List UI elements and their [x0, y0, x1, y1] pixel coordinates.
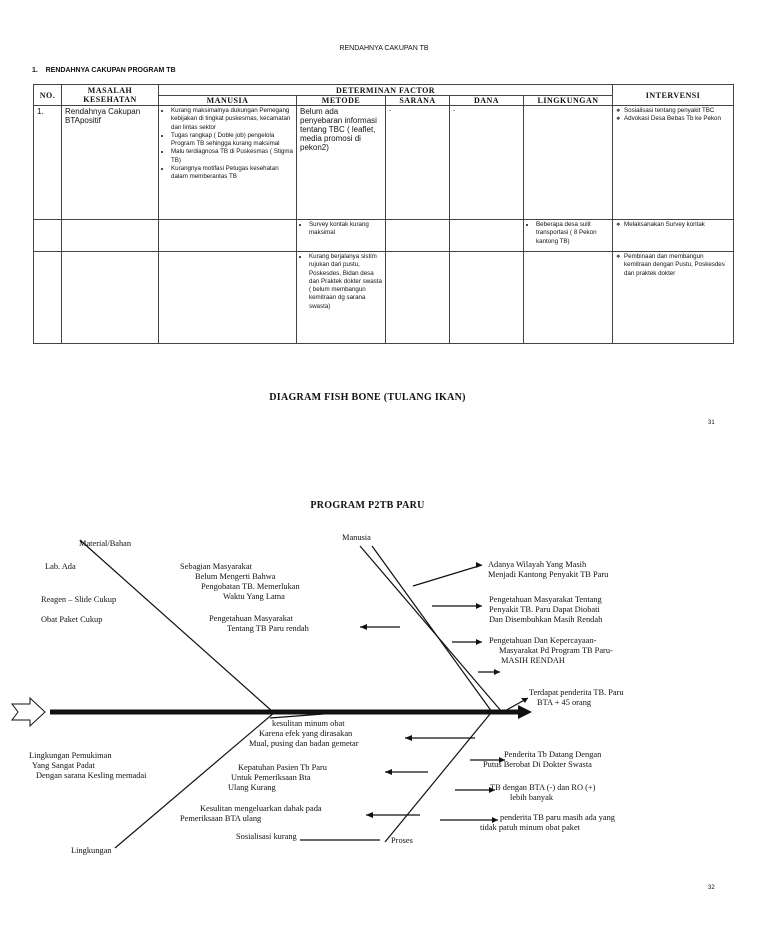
lingkungan-cause: Lingkungan Pemukiman Yang Sangat Padat Dengan sarana Kesling memadai — [29, 751, 147, 780]
material-item: Reagen – Slide Cukup — [41, 595, 117, 604]
sarana-cell: - — [386, 106, 450, 220]
list-item: • Tugas rangkap ( Doble job) pengelola Program TB sehingga kurang maksimal — [171, 132, 293, 149]
masalah-cell: Rendahnya Cakupan BTApositif — [62, 106, 159, 220]
list-item: • Survey kontak kurang maksimal — [309, 221, 382, 238]
proses-bone — [385, 714, 490, 842]
manusia-cause: Pengetahuan Dan Kepercayaan- Masyarakat Pd Program TB Paru- MASIH RENDAH — [489, 636, 613, 665]
proses-cause: Sosialisasi kurang — [236, 832, 297, 841]
list-item: • Kurang maksimalnya dukungan Pemegang kebijakan di tingkat puskesmas, kecamatan dan lintas sektor — [171, 107, 293, 132]
fishbone-heading: DIAGRAM FISH BONE (TULANG IKAN) — [269, 392, 466, 403]
proses-cause: kesulitan minum obat Karena efek yang dirasakan Mual, pusing dan badan gemetar — [249, 719, 359, 748]
proses-cause: Penderita Tb Datang Dengan Putus Berobat Di Dokter Swasta — [483, 750, 602, 769]
list-item: ❖ Sosialisasi tentang penyakit TBC — [624, 107, 730, 115]
document-title: RENDAHNYA CAKUPAN TB — [339, 45, 429, 52]
list-item: ❖ Pembinaan dan membangun kemitraan dengan Pustu, Poskesdes dan praktek dokter — [624, 253, 730, 278]
list-item: • Kurang berjalanya sistim rujukan dari pustu, Poskesdes, Bidan desa dan Praktek dokter swasta ( belum membangun kemitraan dg sarana swasta) — [309, 253, 382, 311]
header-masalah: MASALAH KESEHATAN — [62, 85, 159, 106]
material-item: Obat Paket Cukup — [41, 615, 103, 624]
page-number: 32 — [708, 885, 715, 891]
manusia-cause: Adanya Wilayah Yang Masih Menjadi Kantong Penyakit TB Paru — [488, 560, 609, 579]
header-lingkungan: LINGKUNGAN — [524, 96, 613, 106]
effect-label: Terdapat penderita TB. Paru BTA + 45 orang — [529, 688, 624, 707]
list-item: ❖ Melaksanakan Survey kontak — [624, 221, 730, 229]
header-determinan: DETERMINAN FACTOR — [159, 85, 613, 96]
manusia-cause: Sebagian Masyarakat Belum Mengerti Bahwa Pengobatan TB. Memerlukan Waktu Yang Lama — [180, 562, 300, 601]
header-dana: DANA — [450, 96, 524, 106]
list-item: • Beberapa desa sulit transportasi ( 8 Pekon kantong TB) — [536, 221, 609, 246]
tail-arrow-icon — [12, 698, 45, 726]
manusia-cause: Pengetahuan Masyarakat Tentang TB Paru rendah — [209, 614, 309, 633]
program-title: PROGRAM P2TB PARU — [310, 500, 425, 511]
lingkungan-label: Lingkungan — [71, 846, 112, 855]
proses-label: Proses — [391, 836, 413, 845]
proses-cause: TB dengan BTA (-) dan RO (+) lebih banyak — [490, 783, 596, 802]
header-intervensi: INTERVENSI — [613, 85, 734, 106]
manusia-bone — [360, 546, 502, 712]
material-item: Lab. Ada — [45, 562, 76, 571]
proses-cause: penderita TB paru masih ada yang tidak patuh minum obat paket — [480, 813, 615, 832]
metode-cell: Belum ada penyebaran informasi tentang TBC ( leaflet, media promosi di pekon2) — [297, 106, 386, 220]
section-title: 1. RENDAHNYA CAKUPAN PROGRAM TB — [32, 67, 176, 74]
page-number: 31 — [708, 420, 715, 426]
list-item: • Malu terdiagnosa TB di Puskesmas ( Stigma TB) — [171, 148, 293, 165]
list-item: ❖ Advokasi Desa Bebas Tb ke Pekon — [624, 115, 730, 123]
header-sarana: SARANA — [386, 96, 450, 106]
header-manusia: MANUSIA — [159, 96, 297, 106]
material-label: Material/Bahan — [79, 539, 132, 548]
manusia-bone-inner — [372, 546, 492, 712]
manusia-label: Manusia — [342, 533, 371, 542]
row-number: 1. — [34, 106, 62, 220]
header-no: NO. — [34, 85, 62, 106]
header-metode: METODE — [297, 96, 386, 106]
manusia-cause: Pengetahuan Masyarakat Tentang Penyakit TB. Paru Dapat Diobati Dan Disembuhkan Masih Rendah — [489, 595, 603, 624]
list-item: • Kurangnya motifasi Petugas kesehatan dalam memberantas TB — [171, 165, 293, 182]
proses-cause: Kepatuhan Pasien Tb Paru Untuk Pemeriksaan Bta Ulang Kurang — [228, 763, 327, 792]
dana-cell: - — [450, 106, 524, 220]
proses-cause: Kesulitan mengeluarkan dahak pada Pemeriksaan BTA ulang — [180, 804, 322, 823]
